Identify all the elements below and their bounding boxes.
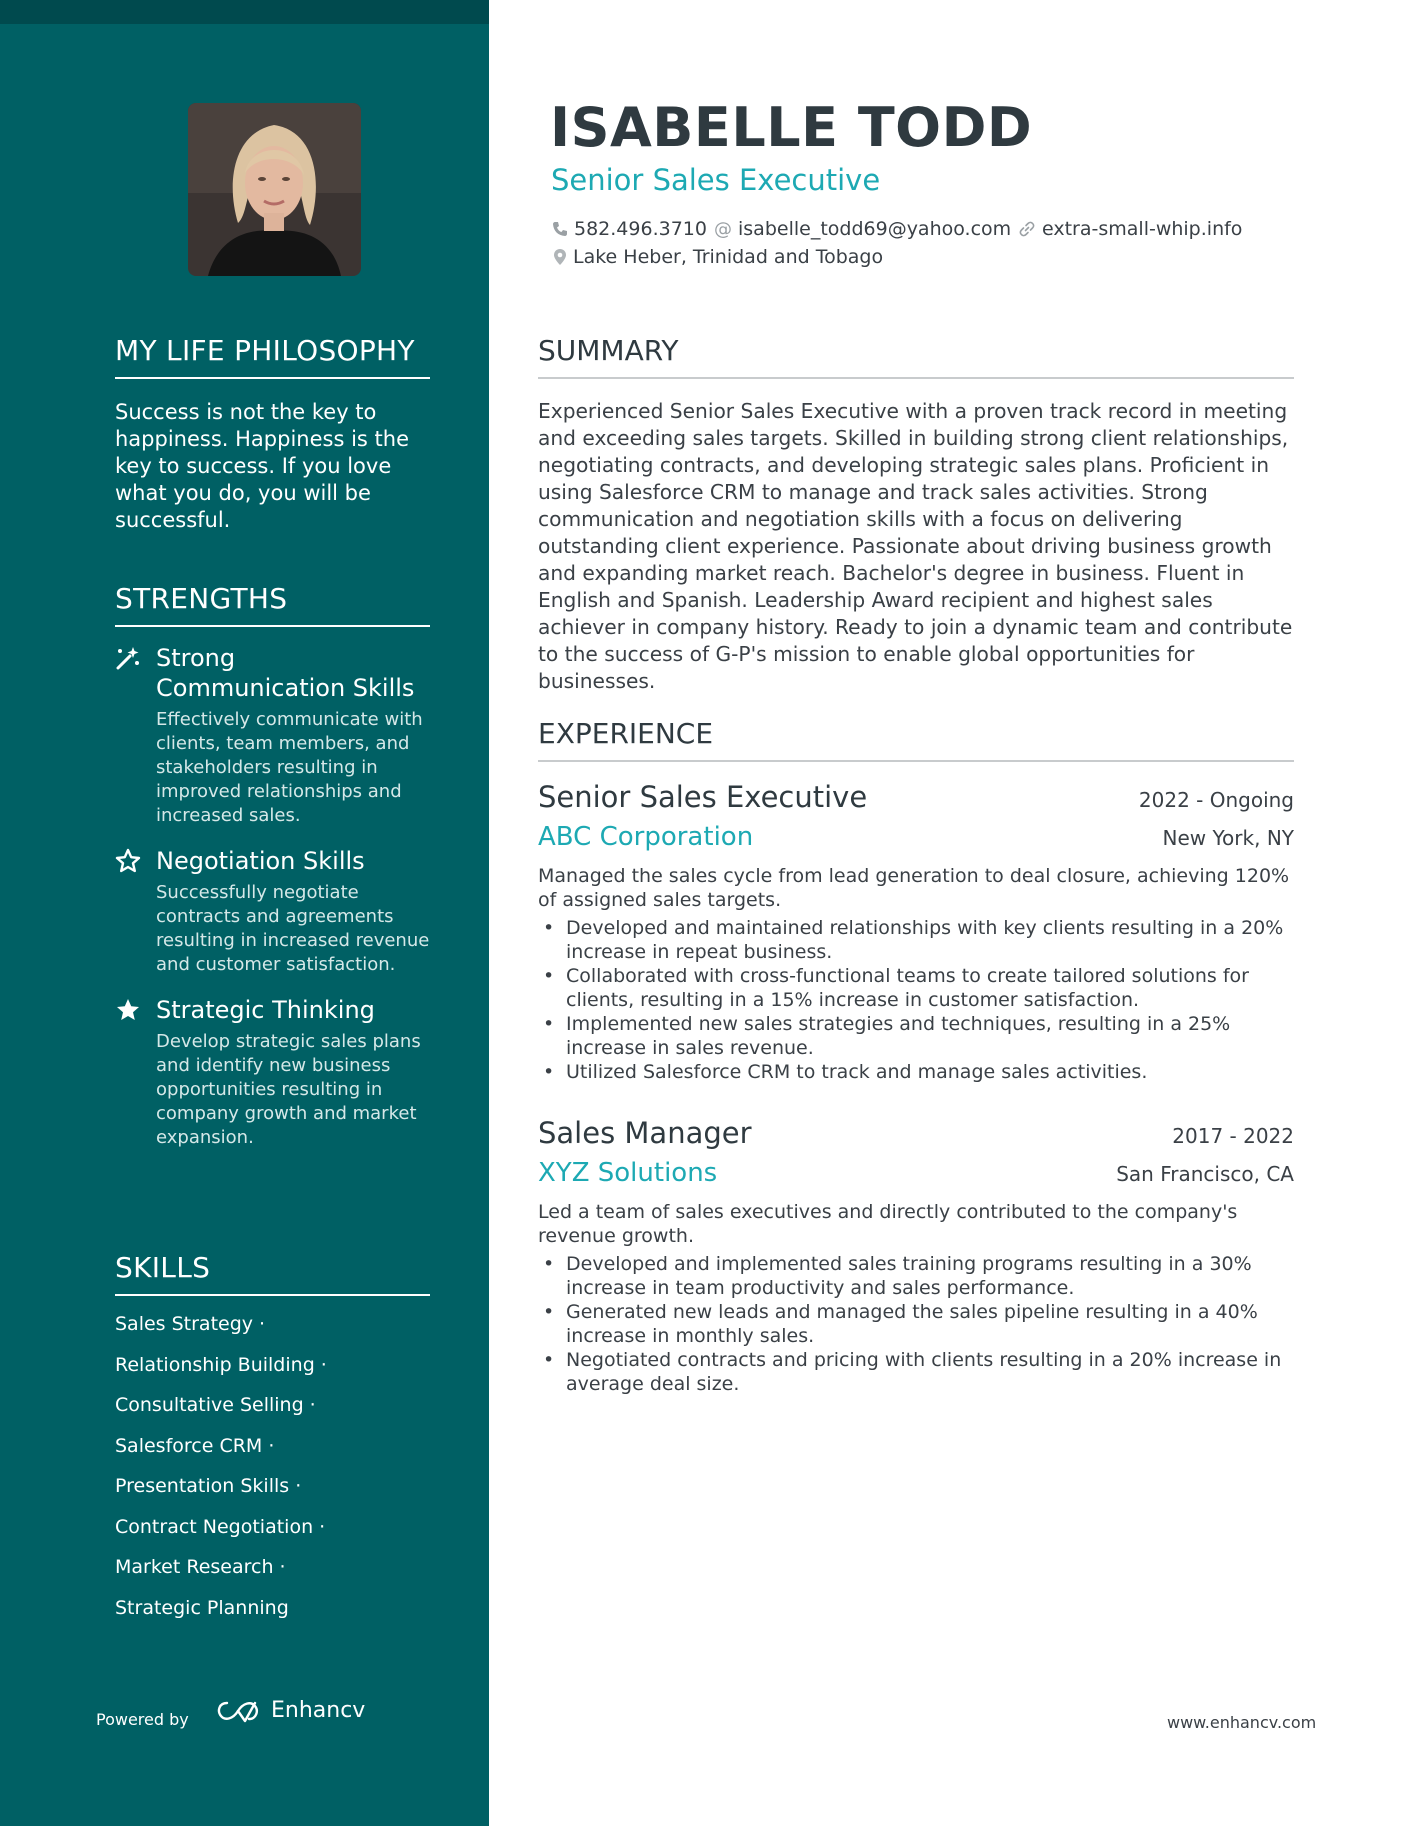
skill-item: Presentation Skills · xyxy=(115,1475,302,1497)
summary-text: Experienced Senior Sales Executive with a proven track record in meeting and exceeding sales targets. Skilled in building strong client relationships, negotiating contracts, and developing strategic sales plans. Proficient in using Salesforce CRM to manage and track sales activities. Strong communication and negotiation skills with a focus on delivering outstanding client experience. Passionate about driving business growth and expanding market reach. Bachelor's degree in business. Fluent in English and Spanish. Leadership Award recipient and highest sales achiever in company history. Ready to join a dynamic team and contribute to the success of G-P's mission to enable global opportunities for businesses. xyxy=(538,399,1293,693)
strength-title: Strong Communication Skills xyxy=(156,644,415,702)
website-text: extra-small-whip.info xyxy=(1042,218,1243,240)
experience-title: EXPERIENCE xyxy=(538,717,1294,762)
skill-item: Strategic Planning xyxy=(115,1596,289,1619)
strengths-title: STRENGTHS xyxy=(115,582,430,627)
summary-title: SUMMARY xyxy=(538,334,1294,379)
skill-item: Relationship Building · xyxy=(115,1353,327,1376)
job-title: Sales Manager xyxy=(538,1116,752,1150)
email-contact[interactable] xyxy=(714,218,1011,240)
job-title: Senior Sales Executive xyxy=(538,780,868,814)
website-contact[interactable] xyxy=(1018,218,1242,240)
strength-title: Strategic Thinking xyxy=(156,996,375,1024)
phone-contact[interactable] xyxy=(552,218,707,240)
skill-item: Sales Strategy · xyxy=(115,1313,266,1335)
strength-item xyxy=(115,995,430,1150)
location-pin-icon xyxy=(553,248,567,266)
star-outline-icon xyxy=(115,848,141,874)
star-icon xyxy=(115,997,141,1023)
job-description: Led a team of sales executives and directly contributed to the company's revenue growth. xyxy=(538,1201,1238,1247)
enhancv-logo[interactable] xyxy=(215,1698,365,1723)
email-text: isabelle_todd69@yahoo.com xyxy=(738,218,1012,240)
job-description: Managed the sales cycle from lead generation to deal closure, achieving 120% of assigned sales targets. xyxy=(538,865,1290,911)
job-entry xyxy=(538,1116,1294,1396)
skill-item: Contract Negotiation · xyxy=(115,1515,326,1538)
location-text: Lake Heber, Trinidad and Tobago xyxy=(573,246,884,268)
profile-photo xyxy=(188,103,361,276)
philosophy-section xyxy=(115,334,430,534)
strength-item xyxy=(115,846,430,977)
job-company: ABC Corporation xyxy=(538,822,754,852)
job-bullet: • Developed and maintained relationships with key clients resulting in a 20% increase in repeat business. xyxy=(538,916,1294,964)
strength-item xyxy=(115,643,430,828)
philosophy-text: Success is not the key to happiness. Happiness is the key to success. If you love what you do, you will be successful. xyxy=(115,400,409,532)
philosophy-title: MY LIFE PHILOSOPHY xyxy=(115,334,430,379)
strength-title: Negotiation Skills xyxy=(156,847,365,875)
wand-icon xyxy=(115,645,141,671)
skill-item: Consultative Selling · xyxy=(115,1394,316,1416)
top-strip xyxy=(0,0,489,24)
job-bullet: • Collaborated with cross-functional teams to create tailored solutions for clients, resulting in a 15% increase in customer satisfaction. xyxy=(538,964,1294,1012)
job-location: San Francisco, CA xyxy=(1116,1162,1294,1186)
enhancv-logo-icon xyxy=(215,1699,261,1723)
job-dates: 2017 - 2022 xyxy=(1172,1124,1294,1148)
job-bullets xyxy=(538,1252,1294,1396)
strength-desc: Effectively communicate with clients, team members, and stakeholders resulting in improved relationships and increased sales. xyxy=(156,709,423,826)
powered-by-label: Powered by xyxy=(96,1710,189,1729)
strength-desc: Successfully negotiate contracts and agreements resulting in increased revenue and customer satisfaction. xyxy=(156,882,430,975)
skill-item: Market Research · xyxy=(115,1556,286,1578)
job-bullet: • Generated new leads and managed the sales pipeline resulting in a 40% increase in monthly sales. xyxy=(538,1300,1294,1348)
job-company: XYZ Solutions xyxy=(538,1158,718,1188)
job-bullet: • Utilized Salesforce CRM to track and manage sales activities. xyxy=(538,1060,1294,1084)
phone-icon xyxy=(552,221,568,237)
job-bullets xyxy=(538,916,1294,1084)
job-entry xyxy=(538,780,1294,1084)
skills-title: SKILLS xyxy=(115,1251,430,1296)
at-icon: @ xyxy=(714,218,732,240)
job-bullet: • Implemented new sales strategies and techniques, resulting in a 25% increase in sales revenue. xyxy=(538,1012,1294,1060)
phone-text: 582.496.3710 xyxy=(574,218,707,240)
job-dates: 2022 - Ongoing xyxy=(1138,788,1294,812)
skill-item: Salesforce CRM · xyxy=(115,1434,275,1457)
link-icon xyxy=(1018,220,1036,238)
candidate-name: ISABELLE TODD xyxy=(550,96,1033,159)
job-location: New York, NY xyxy=(1162,826,1294,850)
candidate-role: Senior Sales Executive xyxy=(551,163,881,197)
strengths-section xyxy=(115,582,430,1150)
footer-url[interactable]: www.enhancv.com xyxy=(1167,1713,1317,1732)
strength-desc: Develop strategic sales plans and identify new business opportunities resulting in company growth and market expansion. xyxy=(156,1031,421,1148)
job-bullet: • Developed and implemented sales training programs resulting in a 30% increase in team productivity and sales performance. xyxy=(538,1252,1294,1300)
location-contact xyxy=(553,246,883,268)
skills-section xyxy=(115,1251,430,1620)
enhancv-brand: Enhancv xyxy=(271,1698,366,1723)
job-bullet: • Negotiated contracts and pricing with clients resulting in a 20% increase in average deal size. xyxy=(538,1348,1294,1396)
